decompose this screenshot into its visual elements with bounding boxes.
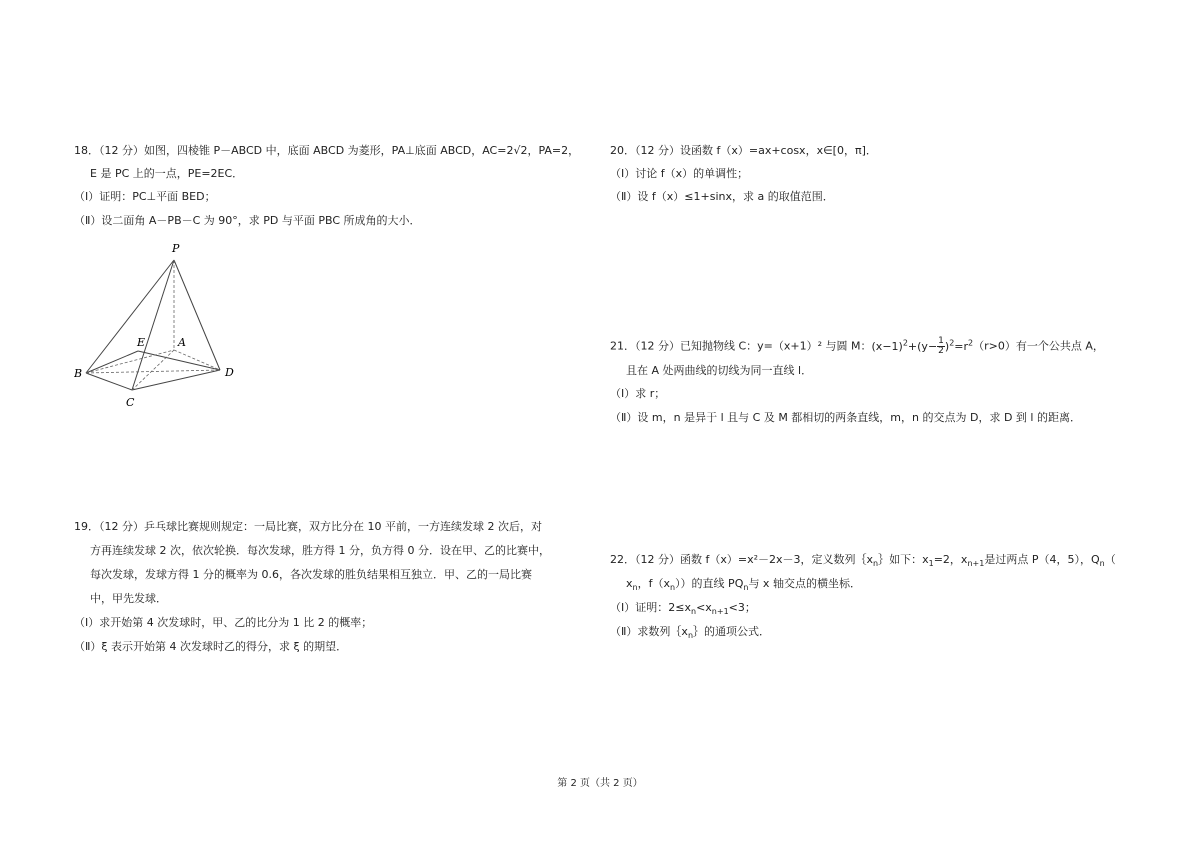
label-P: P — [172, 242, 180, 255]
q21-part-2: （Ⅱ）设 m，n 是异于 l 且与 C 及 M 都相切的两条直线，m，n 的交点为 D，求 D 到 l 的距离． — [610, 411, 1081, 424]
q18-line-1: 18．（12 分）如图，四棱锥 P－ABCD 中，底面 ABCD 为菱形，PA⊥底面 ABCD，AC=2√2，PA=2， — [74, 144, 580, 157]
q19-line-1: 19．（12 分）乒乓球比赛规则规定：一局比赛，双方比分在 10 平前，一方连续发球 2 次后，对 — [74, 520, 542, 533]
q18-line-2: E 是 PC 上的一点，PE=2EC． — [90, 167, 244, 180]
q20-line-1: 20．（12 分）设函数 f（x）=ax+cosx，x∈[0，π]． — [610, 144, 877, 157]
q21-line-2: 且在 A 处两曲线的切线为同一直线 l． — [626, 364, 813, 377]
q18-part-2: （Ⅱ）设二面角 A－PB－C 为 90°，求 PD 与平面 PBC 所成角的大小． — [74, 214, 421, 227]
label-C: C — [126, 396, 135, 409]
pyramid-figure — [74, 240, 274, 415]
label-A: A — [178, 336, 186, 349]
q19-line-3: 每次发球，发球方得 1 分的概率为 0.6，各次发球的胜负结果相互独立．甲、乙的一局比赛 — [90, 568, 532, 581]
q20-part-2: （Ⅱ）设 f（x）≤1+sinx，求 a 的取值范围． — [610, 190, 834, 203]
fraction-one-half: $\frac{1}{2}$ — [938, 336, 944, 357]
circle-equation: $(x-1)^2+(y-$ $\frac{1}{2}$ )$^2=r^2$ — [871, 336, 974, 357]
page-footer: 第 2 页（共 2 页） — [557, 778, 643, 789]
q19-part-1: （Ⅰ）求开始第 4 次发球时，甲、乙的比分为 1 比 2 的概率； — [74, 616, 373, 629]
q19-part-2: （Ⅱ）ξ 表示开始第 4 次发球时乙的得分，求 ξ 的期望． — [74, 640, 348, 653]
q22-part-1: （Ⅰ）证明：$2\le x_n<x_{n+1}<3$； — [610, 601, 756, 617]
label-D: D — [225, 366, 234, 379]
q22-line-2: $x_n$，$f(x_n)$）的直线 $PQ_n$与 x 轴交点的横坐标． — [626, 577, 861, 593]
pyramid-diagram — [74, 240, 274, 415]
q22-line-1: 22．（12 分）函数 f（x）=x²－2x－3，定义数列$\{x_n\}$如下：$x_1=2$，$x_{n+1}$是过两点 P（4，5），$Q_n$（ — [610, 553, 1116, 569]
q20-part-1: （Ⅰ）讨论 f（x）的单调性； — [610, 167, 749, 180]
label-B: B — [74, 367, 83, 380]
q21-part-1: （Ⅰ）求 r； — [610, 387, 666, 400]
q21-line-1: 21．（12 分）已知抛物线 C：y=（x+1）² 与圆 M：$(x-1)^2+(y-$ $\frac{1}{2}$ )$^2=r^2(r>0)$有一个公共点 A， — [610, 336, 1104, 357]
q19-line-4: 中，甲先发球． — [90, 592, 167, 605]
q18-part-1: （Ⅰ）证明：PC⊥平面 BED； — [74, 190, 216, 203]
q19-line-2: 方再连续发球 2 次，依次轮换．每次发球，胜方得 1 分，负方得 0 分．设在甲、乙的比赛中， — [90, 544, 550, 557]
q22-part-2: （Ⅱ）求数列$\{x_n\}$的通项公式． — [610, 625, 771, 641]
label-E: E — [137, 336, 146, 349]
